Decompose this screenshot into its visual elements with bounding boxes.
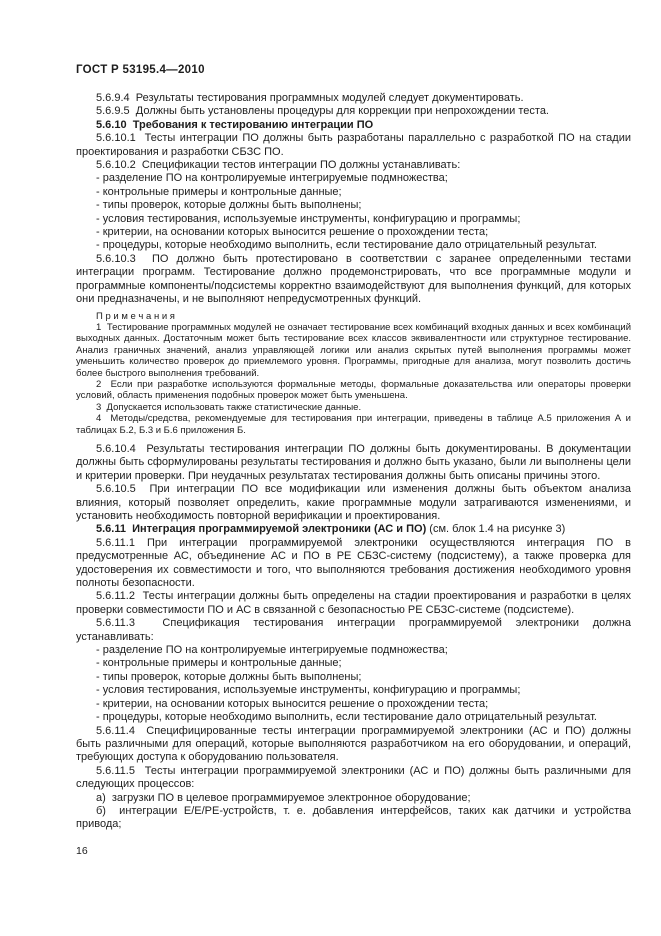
heading-5-6-11-bold: 5.6.11 Интеграция программируемой электроники (АС и ПО) <box>96 523 427 536</box>
heading-5-6-11 <box>76 523 631 536</box>
list-item-dash: - критерии, на основании которых выносится решение о прохождении теста; <box>96 697 489 710</box>
clause-5-6-11-1: 5.6.11.1 При интеграции программируемой электроники осуществляются интеграция ПО в предусмотренные АС, объединение АС и ПО в РЕ СБЗС-систему (подсистему), а также проверка для удостоверения их совместимости и того, что выполняются требования достижения необходимого уровня полноты безопасности. <box>76 536 631 590</box>
clause-5-6-10-3: 5.6.10.3 ПО должно быть протестировано в соответствии с заранее определенными тестами интеграции программ. Тестирование должно продемонстрировать, что все программные модули и программные компоненты/подсистемы корректно взаимодействуют для выполнения функций, для которых они предназначены, и не выполняют непредусмотренных функций. <box>76 252 631 306</box>
heading-5-6-11-ref: (см. блок 1.4 на рисунке 3) <box>426 523 566 536</box>
clause-5-6-11-4: 5.6.11.4 Специфицированные тесты интеграции программируемой электроники (АС и ПО) должны быть различными для операций, которые выполняются разработчиком на его оборудовании, и операций, требующих доступа к оборудованию пользователя. <box>76 724 631 764</box>
clause-5-6-9-4: 5.6.9.4 Результаты тестирования программных модулей следует документировать. <box>96 92 524 104</box>
notes-block <box>76 311 631 436</box>
clause-5-6-10-1: 5.6.10.1 Тесты интеграции ПО должны быть разработаны параллельно с разработкой ПО на стадии проектирования и разработки СБЗС ПО. <box>76 132 631 158</box>
list-item-dash: - условия тестирования, используемые инструменты, конфигурацию и программы; <box>96 684 521 697</box>
note-item: 1 Тестирование программных модулей не означает тестирование всех комбинаций входных данных и всех комбинаций выходных данных. Достаточным может быть тестирование всех классов эквивалентности или структурное тестирование. Анализ граничных значений, анализ управляющей логики или анализ скрытых путей выполнения программы может уменьшить количество проверок до приемлемого уровня. Программы, пригодные для анализа, могут позволить достичь более быстрого выполнения требований. <box>76 321 631 379</box>
clause-5-6-11-2: 5.6.11.2 Тесты интеграции должны быть определены на стадии проектирования и разработки в целях проверки совместимости ПО и АС в связанной с безопасностью РЕ СБЗС-системе (подсистеме). <box>76 590 631 616</box>
clause-5-6-10-2: 5.6.10.2 Спецификации тестов интеграции ПО должны устанавливать: <box>96 159 461 172</box>
clause-5-6-11-5: 5.6.11.5 Тесты интеграции программируемой электроники (АС и ПО) должны быть различными для следующих процессов: <box>76 764 631 791</box>
note-item: 4 Методы/средства, рекомендуемые для тестирования при интеграции, приведены в таблице А.5 приложения А и таблицах Б.2, Б.3 и Б.6 приложения Б. <box>76 413 631 436</box>
list-item-a: а) загрузки ПО в целевое программируемое электронное оборудование; <box>96 791 471 804</box>
list-item-dash: - контрольные примеры и контрольные данные; <box>96 185 342 198</box>
notes-title: П р и м е ч а н и я <box>96 310 175 322</box>
list-item-dash: - критерии, на основании которых выносится решение о прохождении теста; <box>96 226 489 239</box>
list-item-b: б) интеграции Е/Е/РЕ-устройств, т. е. добавления интерфейсов, таких как датчики и устройства привода; <box>76 804 631 831</box>
list-item-dash: - разделение ПО на контролируемые интегрируемые подмножества; <box>96 644 448 657</box>
clause-5-6-9-5: 5.6.9.5 Должны быть установлены процедуры для коррекции при непрохождении теста. <box>96 105 549 118</box>
list-item-dash: - контрольные примеры и контрольные данные; <box>96 657 342 670</box>
list-item-dash: - разделение ПО на контролируемые интегрируемые подмножества; <box>96 172 448 185</box>
list-item-dash: - процедуры, которые необходимо выполнить, если тестирование дало отрицательный результат. <box>96 239 597 252</box>
page-number: 16 <box>76 845 88 857</box>
clause-5-6-10-4: 5.6.10.4 Результаты тестирования интеграции ПО должны быть документированы. В документации должны быть сформулированы результаты тестирования и должно быть указано, были ли выполнены цели и критерии проверки. При неудачных результатах тестирования должны быть описаны причины этого. <box>76 442 631 482</box>
clause-5-6-11-3: 5.6.11.3 Спецификация тестирования интеграции программируемой электроники должна устанавливать: <box>76 617 631 643</box>
note-item: 2 Если при разработке используются формальные методы, формальные доказательства или операторы проверки условий, область применения подобных проверок может быть уменьшена. <box>76 378 631 402</box>
list-item-dash: - типы проверок, которые должны быть выполнены; <box>96 670 362 683</box>
list-item-dash: - условия тестирования, используемые инструменты, конфигурацию и программы; <box>96 212 521 225</box>
list-item-dash: - процедуры, которые необходимо выполнить, если тестирование дало отрицательный результат. <box>96 711 597 724</box>
list-item-dash: - типы проверок, которые должны быть выполнены; <box>96 199 362 212</box>
running-header: ГОСТ Р 53195.4—2010 <box>76 64 205 76</box>
heading-5-6-10: 5.6.10 Требования к тестированию интеграции ПО <box>96 118 374 131</box>
clause-5-6-10-5: 5.6.10.5 При интеграции ПО все модификации или изменения должны быть объектом анализа влияния, который позволяет определить, какие программные модули затрагиваются изменениями, и установить необходимость повторной верификации и проектирования. <box>76 483 631 522</box>
note-item: 3 Допускается использовать также статистические данные. <box>96 401 362 413</box>
